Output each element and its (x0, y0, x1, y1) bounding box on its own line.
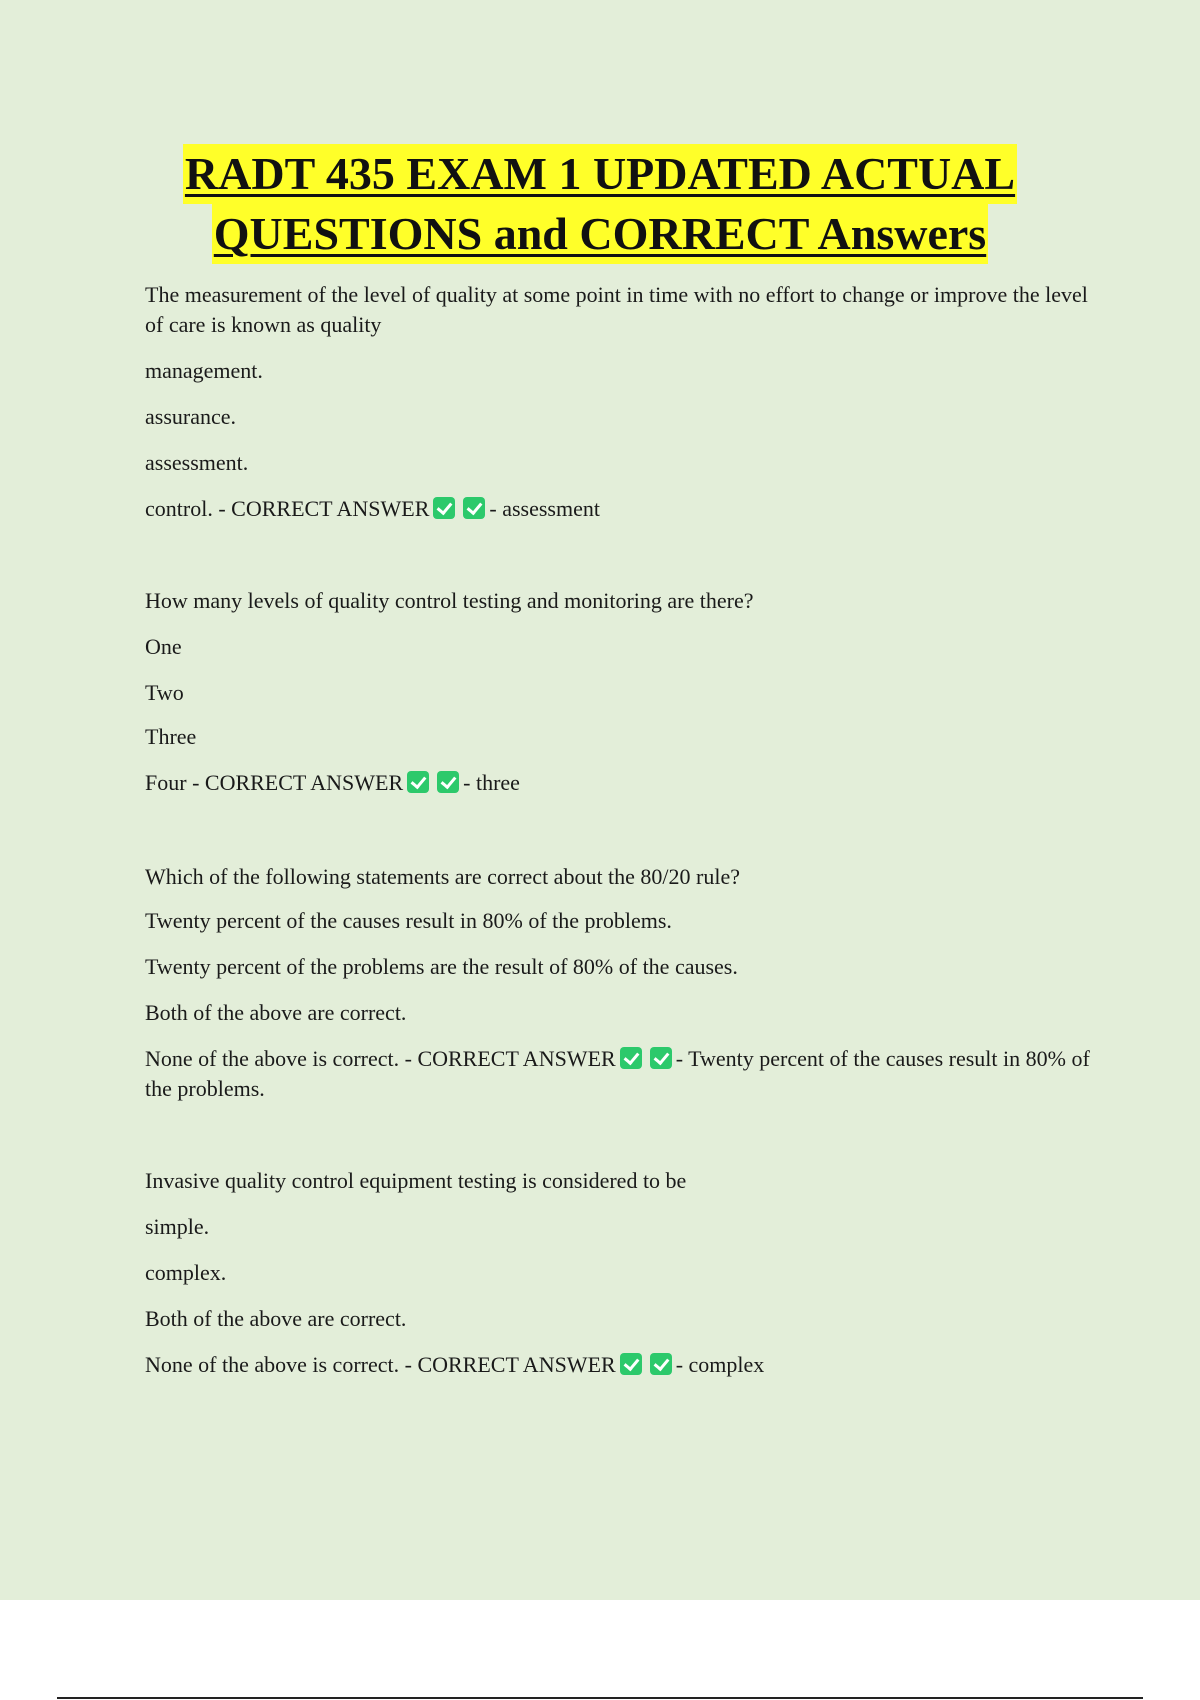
option: complex. (145, 1260, 227, 1285)
question-stem: The measurement of the level of quality at some point in time with no effort to change or improve the level of care is known as quality (145, 282, 1088, 337)
footer-divider (57, 1697, 1143, 1699)
answer-marker: - CORRECT ANSWER (192, 770, 404, 795)
check-icon (463, 497, 485, 519)
option: control. (145, 496, 213, 521)
option: None of the above is correct. (145, 1046, 400, 1071)
document-title (0, 144, 1200, 264)
question-list (145, 280, 1095, 1380)
answer-text: - complex (675, 1352, 765, 1377)
question-block (145, 586, 1095, 798)
answer-marker: - CORRECT ANSWER (404, 1352, 616, 1377)
check-icon (433, 497, 455, 519)
question-stem: How many levels of quality control testing and monitoring are there? (145, 588, 754, 613)
question-block (145, 1166, 1095, 1380)
answer-text: - three (463, 770, 520, 795)
question-block (145, 280, 1095, 524)
answer-line (145, 1350, 1095, 1380)
question-block (145, 862, 1095, 1104)
answer-marker: - CORRECT ANSWER (404, 1046, 616, 1071)
option: None of the above is correct. (145, 1352, 400, 1377)
option: assurance. (145, 404, 237, 429)
question-stem: Invasive quality control equipment testing is considered to be (145, 1168, 687, 1193)
check-icon (650, 1353, 672, 1375)
answer-text: - assessment (489, 496, 600, 521)
answer-line (145, 768, 1095, 798)
check-icon (620, 1353, 642, 1375)
answer-text: - Twenty percent of the causes result in 80% of the problems. (145, 1046, 1090, 1101)
option: Twenty percent of the problems are the result of 80% of the causes. (145, 954, 738, 979)
check-icon (650, 1047, 672, 1069)
option: Four (145, 770, 187, 795)
option: simple. (145, 1214, 210, 1239)
option: Twenty percent of the causes result in 80% of the problems. (145, 908, 672, 933)
check-icon (437, 771, 459, 793)
answer-marker: - CORRECT ANSWER (218, 496, 430, 521)
option: Three (145, 724, 197, 749)
option: Both of the above are correct. (145, 1306, 407, 1331)
option: Two (145, 680, 184, 705)
title-line-1: RADT 435 EXAM 1 UPDATED ACTUAL (183, 144, 1017, 204)
check-icon (620, 1047, 642, 1069)
title-line-2: QUESTIONS and CORRECT Answers (212, 204, 988, 264)
question-stem: Which of the following statements are correct about the 80/20 rule? (145, 864, 741, 889)
option: One (145, 634, 182, 659)
answer-line (145, 1044, 1095, 1104)
answer-line (145, 494, 1095, 524)
option: assessment. (145, 450, 249, 475)
option: Both of the above are correct. (145, 1000, 407, 1025)
check-icon (407, 771, 429, 793)
option: management. (145, 358, 263, 383)
